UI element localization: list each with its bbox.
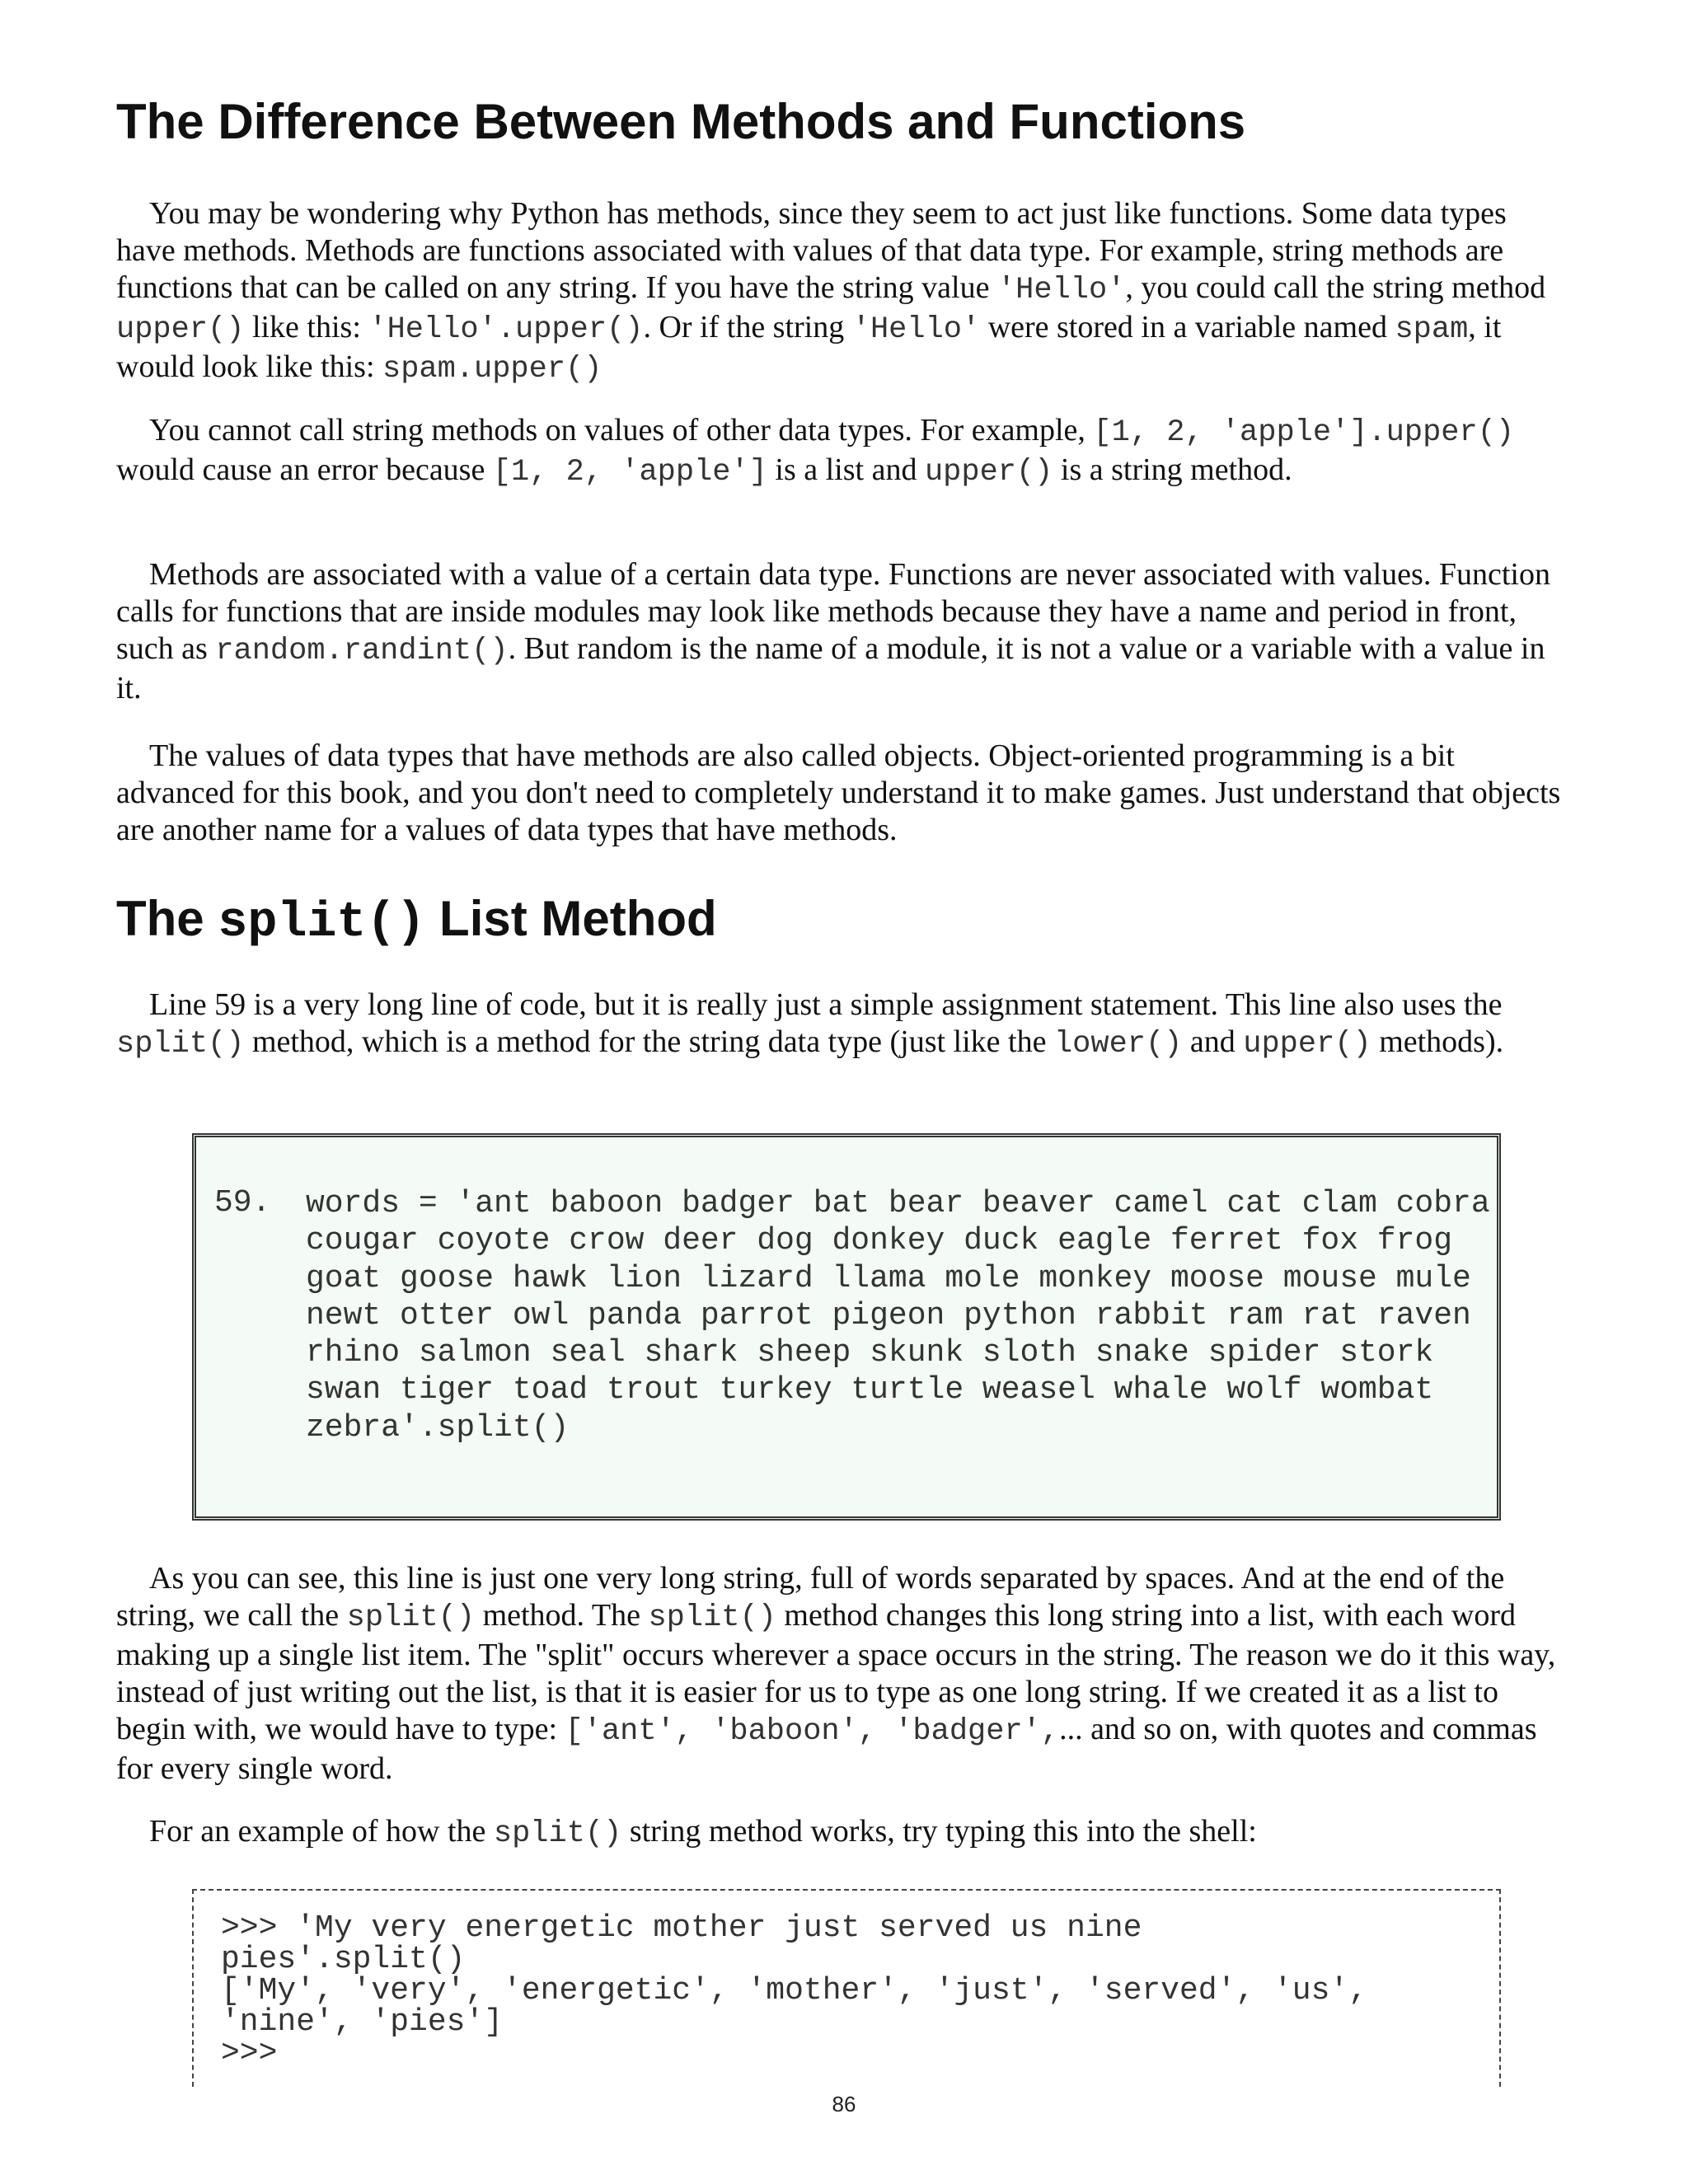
code-line-number: 59. (214, 1185, 271, 1221)
section-heading-split-method: The split() List Method (116, 891, 717, 951)
code-listing-text: words = 'ant baboon badger bat bear beaver camel cat clam cobra cougar coyote crow deer dog donkey duck eagle ferret fox frog goat goose hawk lion lizard llama mole monkey moose mouse mule newt otter owl panda parrot pigeon python rabbit ram rat raven rhino salmon seal shark sheep skunk sloth snake spider stork swan tiger toad trout turkey turtle weasel whale wolf wombat zebra'.split() (306, 1186, 1490, 1446)
shell-line: >>> (221, 2036, 278, 2071)
paragraph-other-types: You cannot call string methods on values of other data types. For example, [1, 2, 'apple'].upper() would cause an error because [1, 2, 'apple'] is a list and upper() is a string method. (116, 413, 1515, 490)
paragraph-objects: The values of data types that have methods are also called objects. Object-oriented programming is a bit advanced for this book, and you don't need to completely understand it to make games. Just understand that objects are another name for a values of data types that have methods. (116, 738, 1561, 847)
shell-line: ['My', 'very', 'energetic', 'mother', 'just', 'served', 'us', (221, 1973, 1368, 2008)
shell-line: 'nine', 'pies'] (221, 2004, 504, 2040)
paragraph-split-example: For an example of how the split() string method works, try typing this into the shell: (149, 1814, 1257, 1851)
paragraph-line-59: Line 59 is a very long line of code, but it is really just a simple assignment statement. This line also uses the split() method, which is a method for the string data type (just like the lower() and upper() methods). (116, 987, 1504, 1062)
shell-line: >>> 'My very energetic mother just served us nine (221, 1910, 1142, 1946)
paragraph-modules: Methods are associated with a value of a certain data type. Functions are never associated with values. Function calls for functions that are inside modules may look like methods because they have a name and period in front, such as random.randint(). But random is the name of a module, it is not a value or a variable with a value in it. (116, 557, 1550, 705)
paragraph-methods-intro: You may be wondering why Python has methods, since they seem to act just like functions. Some data types have methods. Methods are functions associated with values of that data type. For example, string methods are functions that can be called on any string. If you have the string value 'Hello', you could call the string method upper() like this: 'Hello'.upper(). Or if the string 'Hello' were stored in a variable named spam, it would look like this: spam.upper() (116, 196, 1546, 387)
code-listing-box (192, 1133, 1501, 1521)
paragraph-long-string: As you can see, this line is just one very long string, full of words separated by spaces. And at the end of the string, we call the split() method. The split() method changes this long string into a list, with each word making up a single list item. The "split" occurs wherever a space occurs in the string. The reason we do it this way, instead of just writing out the list, is that it is easier for us to type as one long string. If we created it as a list to begin with, we would have to type: ['ant', 'baboon', 'badger',... and so on, with quotes and commas for every single word. (116, 1561, 1556, 1786)
section-heading-methods-vs-functions: The Difference Between Methods and Functions (116, 94, 1246, 149)
page-number: 86 (832, 2092, 856, 2116)
shell-example-box (192, 1889, 1501, 2087)
shell-line: pies'.split() (221, 1942, 466, 1977)
